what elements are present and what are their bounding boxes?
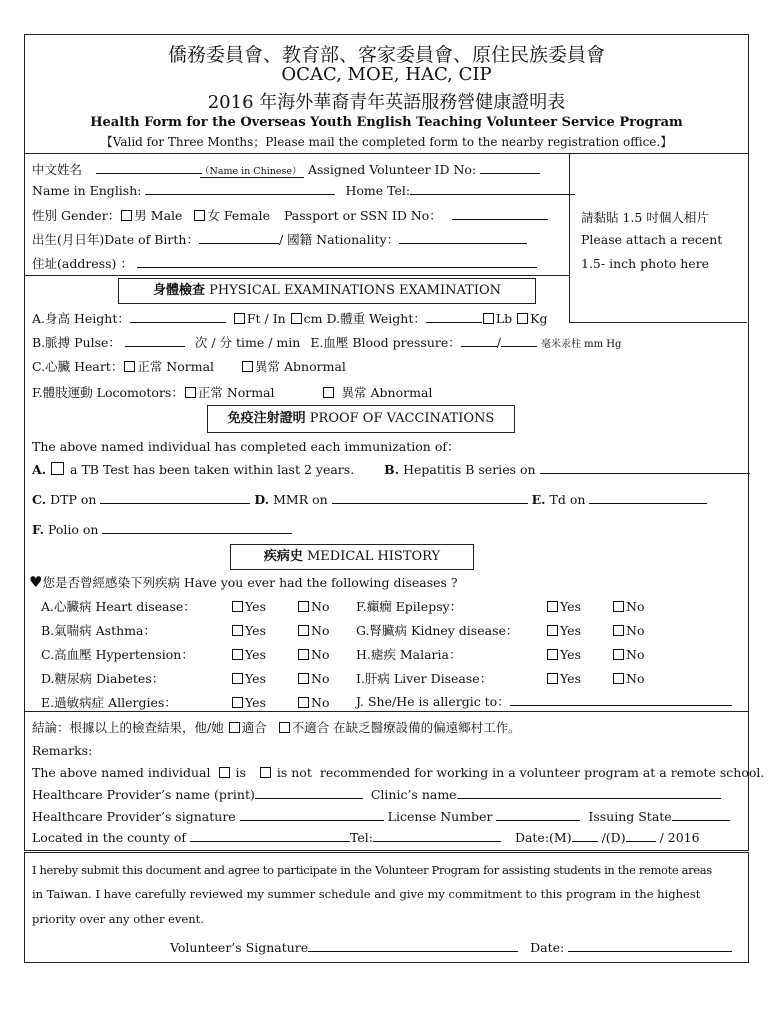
volunteer-signature-input[interactable] (308, 940, 518, 952)
female-label: 女 Female (207, 208, 270, 223)
title-en: OCAC, MOE, HAC, CIP (281, 64, 492, 85)
declaration-line-1: I hereby submit this document and agree to participate in the Volunteer Program for assisting students in the remote areas (32, 863, 712, 877)
bp-label: E.血壓 Blood pressure： (310, 335, 461, 350)
loco-normal-checkbox[interactable] (185, 387, 196, 398)
tb-test-label: a TB Test has been taken within last 2 years. (70, 462, 355, 477)
height-label: A.身高 Height： (32, 311, 130, 326)
disease-label: B.氣喘病 Asthma： (41, 623, 156, 638)
title-zh: 僑務委員會、教育部、客家委員會、原住民族委員會 (167, 44, 605, 66)
male-label: 男 Male (134, 208, 183, 223)
tel-input[interactable] (373, 830, 501, 842)
row-volunteer-signature: Volunteer’s Signature Date: (170, 940, 732, 955)
no-checkbox[interactable] (298, 649, 309, 660)
history-question-row (29, 573, 458, 591)
provider-name-input[interactable] (255, 787, 363, 799)
row-recommendation: The above named individual is is not recommended for working in a volunteer program at a remote school. (32, 765, 765, 780)
is-checkbox[interactable] (219, 767, 230, 778)
history-row: G.腎臟病 Kidney disease： Yes No (356, 623, 645, 638)
no-checkbox[interactable] (613, 673, 624, 684)
name-en-label: Name in English: (32, 183, 142, 198)
row-name-zh (32, 160, 540, 178)
address-input[interactable] (137, 256, 537, 268)
name-zh-label: 中文姓名 (32, 162, 83, 177)
allergic-to-input[interactable] (510, 694, 732, 706)
row-heart: C.心臟 Heart： 正常 Normal 異常 Abnormal (32, 359, 346, 374)
yes-checkbox[interactable] (232, 649, 243, 660)
row-height: A.身高 Height： Ft / In cm D.體重 Weight： Lb Kg (32, 311, 548, 326)
allergic-to-label: J. She/He is allergic to： (356, 694, 510, 709)
name-en-input[interactable] (145, 183, 335, 195)
provider-signature-input[interactable] (240, 809, 384, 821)
mmr-input[interactable] (332, 492, 528, 504)
gender-label: 性別 Gender： (32, 208, 121, 223)
row-provider-name: Healthcare Provider’s name (print) Clinic’s name (32, 787, 721, 802)
history-row: E.過敏病症 Allergies： Yes No (41, 695, 330, 710)
volunteer-date-input[interactable] (568, 940, 732, 952)
yes-checkbox[interactable] (232, 601, 243, 612)
history-question: 您是否曾經感染下列疾病 Have you ever had the following diseases ? (42, 575, 458, 590)
history-row: F.癲癇 Epilepsy： Yes No (356, 599, 645, 614)
unsuitable-checkbox[interactable] (279, 722, 290, 733)
license-number-input[interactable] (496, 809, 580, 821)
no-checkbox[interactable] (613, 625, 624, 636)
heart-normal-checkbox[interactable] (124, 361, 135, 372)
passport-label: Passport or SSN ID No： (283, 208, 442, 223)
pulse-label: B.脈搏 Pulse： (32, 335, 121, 350)
vaccination-section-title: 免疫注射證明 PROOF OF VACCINATIONS (207, 405, 515, 433)
pulse-input[interactable] (125, 335, 185, 347)
cm-checkbox[interactable] (291, 313, 302, 324)
row-vacc-cde: C. DTP on D. MMR on E. Td on (32, 492, 707, 507)
history-section-title: 疾病史 MEDICAL HISTORY (230, 544, 474, 570)
suitable-checkbox[interactable] (229, 722, 240, 733)
declaration-line-3: priority over any other event. (32, 912, 204, 926)
header-note: 【Valid for Three Months；Please mail the completed form to the nearby registration office.】 (100, 135, 673, 149)
no-checkbox[interactable] (298, 697, 309, 708)
row-county: Located in the county of Tel: Date:(M) /(D) / 2016 (32, 830, 700, 845)
clinic-name-input[interactable] (457, 787, 721, 799)
disease-label: D.糖尿病 Diabetes： (41, 671, 165, 686)
address-label: 住址(address) ： (32, 256, 133, 271)
dob-label: 出生(月日年)Date of Birth： (32, 232, 199, 247)
photo-instruction-en-1: Please attach a recent (581, 232, 723, 247)
photo-instruction-en-2: 1.5- inch photo here (581, 256, 710, 271)
nationality-input[interactable] (399, 232, 527, 244)
physical-section-title: 身體檢查 PHYSICAL EXAMINATIONS EXAMINATION (118, 278, 536, 304)
volunteer-id-label: Assigned Volunteer ID No: (307, 162, 477, 177)
locomotors-label: F.體肢運動 Locomotors： (32, 385, 184, 400)
conclusion-divider (24, 711, 749, 712)
polio-input[interactable] (102, 522, 292, 534)
kg-checkbox[interactable] (517, 313, 528, 324)
pulse-unit: 次 / 分 time / min (194, 335, 301, 350)
row-allergic-to (356, 692, 732, 710)
loco-abnormal-checkbox[interactable] (323, 387, 334, 398)
male-checkbox[interactable] (121, 210, 132, 221)
no-checkbox[interactable] (298, 601, 309, 612)
subtitle-en: Health Form for the Overseas Youth English Teaching Volunteer Service Program (90, 115, 683, 130)
heart-label: C.心臟 Heart： (32, 359, 124, 374)
subtitle-zh: 2016 年海外華裔青年英語服務營健康證明表 (207, 92, 566, 113)
row-conclusion-zh: 結論：根據以上的檢查結果，他/她 適合 不適合 在缺乏醫療設備的偏遠鄉村工作。 (32, 720, 521, 735)
weight-input[interactable] (426, 311, 482, 323)
history-row: I.肝病 Liver Disease： Yes No (356, 671, 645, 686)
home-tel-input[interactable] (410, 183, 575, 195)
date-month-input[interactable] (572, 830, 598, 842)
weight-label: D.體重 Weight： (326, 311, 426, 326)
dob-input[interactable] (199, 232, 279, 244)
height-input[interactable] (130, 311, 226, 323)
row-pulse: B.脈搏 Pulse： 次 / 分 time / min E.血壓 Blood pressure： / 毫米汞柱 mm Hg (32, 335, 622, 350)
passport-input[interactable] (452, 208, 548, 220)
row-provider-signature: Healthcare Provider’s signature License Number Issuing State (32, 809, 730, 824)
row-vacc-f: F. Polio on (32, 522, 292, 537)
hepatitis-b-input[interactable] (540, 462, 750, 474)
home-tel-label: Home Tel: (345, 183, 411, 198)
row-name-en (32, 183, 575, 198)
nationality-label: / 國籍 Nationality： (278, 232, 400, 247)
disease-label: E.過敏病症 Allergies： (41, 695, 177, 710)
disease-label: F.癲癇 Epilepsy： (356, 599, 463, 614)
yes-checkbox[interactable] (232, 625, 243, 636)
bp-systolic-input[interactable] (461, 335, 497, 347)
dtp-input[interactable] (100, 492, 250, 504)
disease-label: H.瘧疾 Malaria： (356, 647, 462, 662)
yes-checkbox[interactable] (547, 649, 558, 660)
history-row: B.氣喘病 Asthma： Yes No (41, 623, 330, 638)
row-address (32, 254, 537, 272)
issuing-state-input[interactable] (672, 809, 730, 821)
female-checkbox[interactable] (194, 210, 205, 221)
volunteer-id-input[interactable] (480, 162, 540, 174)
no-checkbox[interactable] (298, 673, 309, 684)
remarks-label: Remarks: (32, 743, 93, 758)
history-row: A.心臟病 Heart disease： Yes No (41, 599, 330, 614)
no-checkbox[interactable] (298, 625, 309, 636)
tb-test-checkbox[interactable] (51, 462, 64, 475)
history-row: H.瘧疾 Malaria： Yes No (356, 647, 645, 662)
no-checkbox[interactable] (613, 649, 624, 660)
disease-label: C.高血壓 Hypertension： (41, 647, 194, 662)
yes-checkbox[interactable] (547, 625, 558, 636)
header (24, 34, 749, 152)
heart-abnormal-checkbox[interactable] (242, 361, 253, 372)
bp-diastolic-input[interactable] (501, 335, 537, 347)
disease-label: G.腎臟病 Kidney disease： (356, 623, 519, 638)
no-checkbox[interactable] (613, 601, 624, 612)
name-zh-input[interactable] (96, 162, 202, 174)
bp-unit: 毫米汞柱 mm Hg (540, 339, 622, 350)
county-input[interactable] (190, 830, 350, 842)
yes-checkbox[interactable] (547, 601, 558, 612)
yes-checkbox[interactable] (232, 697, 243, 708)
ft-in-checkbox[interactable] (234, 313, 245, 324)
date-day-input[interactable] (626, 830, 656, 842)
td-input[interactable] (589, 492, 707, 504)
name-zh-hint: （Name in Chinese） (200, 163, 304, 178)
physical-divider (24, 275, 569, 276)
yes-checkbox[interactable] (232, 673, 243, 684)
vaccination-intro: The above named individual has completed each immunization of： (32, 439, 460, 454)
history-row: D.糖尿病 Diabetes： Yes No (41, 671, 330, 686)
photo-instruction-zh: 請黏貼 1.5 吋個人相片 (581, 210, 709, 225)
disease-label: A.心臟病 Heart disease： (41, 599, 196, 614)
history-row: C.高血壓 Hypertension： Yes No (41, 647, 330, 662)
row-vacc-ab: A. a TB Test has been taken within last 2 years. B. Hepatitis B series on (32, 462, 750, 477)
disease-label: I.肝病 Liver Disease： (356, 671, 493, 686)
row-gender (32, 206, 548, 224)
row-locomotors: F.體肢運動 Locomotors： 正常 Normal 異常 Abnormal (32, 385, 433, 400)
is-not-checkbox[interactable] (260, 767, 271, 778)
heart-bullet-icon: ♥ (29, 573, 43, 591)
declaration-line-2: in Taiwan. I have carefully reviewed my summer schedule and give my commitment to this program in the highest (32, 887, 701, 901)
lb-checkbox[interactable] (483, 313, 494, 324)
row-dob (32, 230, 527, 248)
photo-box (569, 153, 747, 323)
yes-checkbox[interactable] (547, 673, 558, 684)
